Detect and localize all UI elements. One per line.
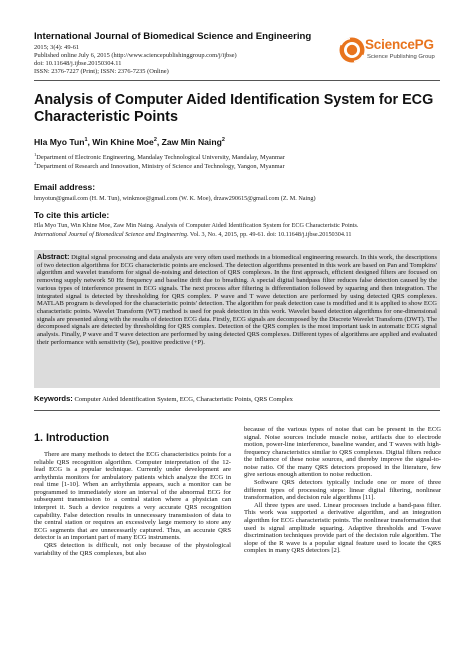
keywords-divider <box>34 410 440 411</box>
right-column <box>244 426 441 555</box>
paragraph: because of the various types of noise that can be present in the ECG signal. Noise sources include muscle noise, artifacts due to electrode motion, power-line interference, baseline wander, and T waves with high-frequency characteristics similar to QRS complexes. Digital filters reduce the influence of these noise sources, and thereby improve the signal-to-noise ratio. Of the many QRS detectors proposed in the literature, few give serious enough attention to noise reduction. <box>244 426 441 479</box>
left-column <box>34 451 231 557</box>
publisher-subtitle: Science Publishing Group <box>367 54 435 60</box>
author-name: Win Khine Moe <box>92 137 154 147</box>
author-affil-sup: 2 <box>153 137 157 144</box>
journal-issue: 2015; 3(4): 49-61 <box>34 44 80 51</box>
citation-line-2 <box>34 231 351 238</box>
abstract-box <box>34 250 440 388</box>
citation-line-1: Hla Myo Tun, Win Khine Moe, Zaw Min Naing. Analysis of Computer Aided Identification System for ECG Characteristic Points. <box>34 222 359 229</box>
abstract <box>37 253 437 346</box>
journal-title: International Journal of Biomedical Science and Engineering <box>34 31 312 42</box>
citation-journal: International Journal of Biomedical Science and Engineering <box>34 231 187 238</box>
paragraph: Software QRS detectors typically include one or more of three different types of processing steps: linear digital filtering, nonlinear transformation, and decision rule algorithms [11]. <box>244 479 441 502</box>
paragraph: QRS detection is difficult, not only because of the physiological variability of the QRS complexes, but also <box>34 541 231 557</box>
affiliation-text: Department of Electronic Engineering, Mandalay Technological University, Mandalay, Myanmar <box>36 154 285 162</box>
author-affil-sup: 2 <box>221 137 225 144</box>
keywords <box>34 394 440 403</box>
journal-published-line: Published online July 6, 2015 (http://www.sciencepublishinggroup.com/j/ijbse) <box>34 52 237 59</box>
email-label: Email address: <box>34 182 96 192</box>
journal-doi: doi: 10.11648/j.ijbse.20150304.11 <box>34 60 122 67</box>
affiliation-sup: 2 <box>34 161 37 166</box>
paragraph: All three types are used. Linear processes include a band-pass filter. This work was supported a derivative algorithm, and an integration algorithm for ECG characteristic points. The nonlinear transformation that used is signal amplitude squaring. Adaptive thresholds and T-wave discrimination techniques provide part of the decision rule algorithm. The slope of the R wave is a popular signal feature used to locate the QRS complex in many QRS detectors [2]. <box>244 501 441 555</box>
keywords-text: Computer Aided Identification System, ECG, Characteristic Points, QRS Complex <box>74 396 293 403</box>
affiliation <box>34 161 285 170</box>
header-divider <box>34 80 440 81</box>
section-heading: 1. Introduction <box>34 432 109 444</box>
email-addresses: hmyotun@gmail.com (H. M. Tun), winkmoe@gmail.com (W. K. Moe), drzaw290615@gmail.com (Z. M. Naing) <box>34 195 316 202</box>
affiliation <box>34 152 285 161</box>
cite-label: To cite this article: <box>34 210 110 220</box>
author-separator: , <box>156 137 162 147</box>
author-name: Hla Myo Tun <box>34 137 85 147</box>
paper-title: Analysis of Computer Aided Identification System for ECG Characteristic Points <box>34 92 434 125</box>
keywords-label: Keywords: <box>34 394 73 403</box>
journal-issn: ISSN: 2376-7227 (Print); ISSN: 2376-7235 (Online) <box>34 68 169 75</box>
publisher-logo <box>338 36 444 66</box>
publisher-name: SciencePG <box>365 37 434 52</box>
sciencepg-logo-icon <box>338 36 366 64</box>
author-list <box>34 137 225 147</box>
author-affil-sup: 1 <box>84 137 88 144</box>
author-name: Zaw Min Naing <box>161 137 222 147</box>
affiliation-text: Department of Research and Innovation, Ministry of Science and Technology, Yangon, Myanmar <box>36 163 285 171</box>
citation-details: . Vol. 3, No. 4, 2015, pp. 49-61. doi: 10.11648/j.ijbse.20150304.11 <box>186 231 352 238</box>
affiliation-sup: 1 <box>34 152 37 157</box>
paragraph: There are many methods to detect the ECG characteristics points for a reliable QRS recognition algorithm. Computer interpretation of the 12-lead ECG is a popular technique. Currently under development are arrhythmia monitors for ambulatory patients which analyze the ECG in real time [1-10]. When an arrhythmia appears, such a monitor can be programmed to immediately store an interval of the abnormal ECG for subsequent transmission to a central station where a physician can interpret it. Such a device requires a very accurate QRS recognition capability. False detection results in unnecessary transmission of data to the central station or requires an excessively large memory to store any ECG segments that are unnecessarily captured. Thus, an accurate QRS detector is an important part of many ECG instruments. <box>34 451 231 542</box>
abstract-label: Abstract: <box>37 252 70 261</box>
abstract-text: Digital signal processing and data analysis are very often used methods in a biomedical engineering research. In this work, the descriptions of two detection algorithms for ECG characteristic points are enclosed. The detection algorithms presented in this work are based on Pan and Tompkins' algorithm and wavelet transform for signal de-noising and detection of QRS complexes. In the first approach, efficient designed filters are focused on removing supply network 50 Hz frequency and baseline drift due to breathing. A special digital bandpass filter reduces false detection caused by the various types of interference present in ECG signals. The next process after filtering is differentiation followed by squaring and then integration. The integrated signal is detected by thresholding for QRS complex. P wave and T wave detection are performed by using detected QRS complexes. MATLAB program is developed for the characteristic points' detection. The algorithm for peak detection case is modified and it is applied to show ECG characteristic points. Wavelet Transform (WT) method is used for peak detection in this work. Wavelet based detection algorithms for one-dimensional signals are presented along with the results of detection ECG data. Firstly, ECG signals are decomposed by the Discrete Wavelet Transform (DWT). The decomposed signals are detected by thresholding for QRS complex. Detection of the QRS complex is the most important task in automatic ECG signal analysis. Finally, P wave and T wave detection are performed by using detected QRS complexes. Different types of algorithms are applied and evaluated their performance with sensitivity (Se), positive predictive (+P). <box>37 254 437 346</box>
author-separator: , <box>87 137 93 147</box>
